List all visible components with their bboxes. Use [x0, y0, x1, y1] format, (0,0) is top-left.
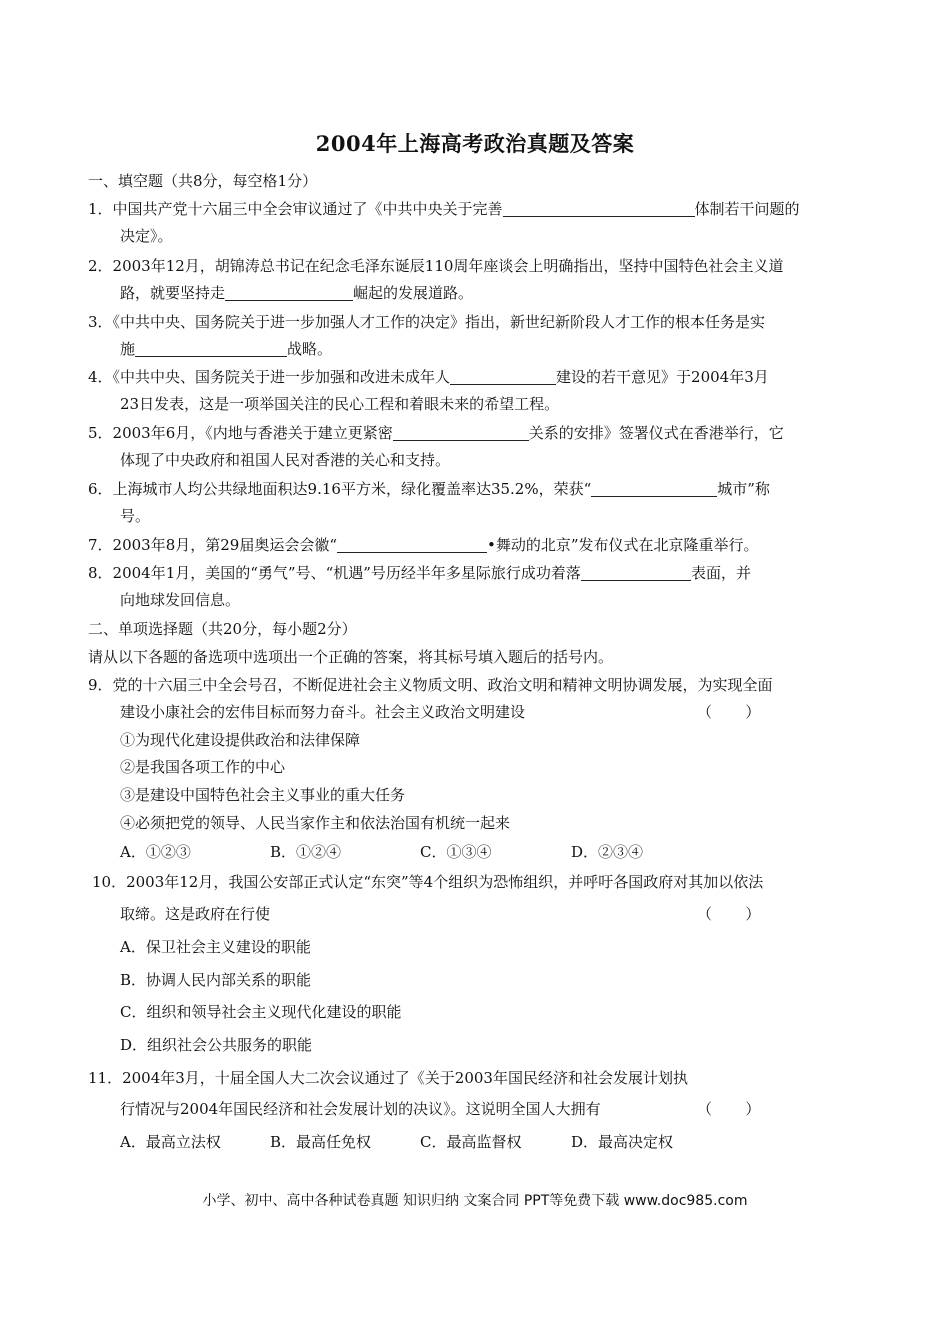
q5-blank: [393, 425, 529, 441]
page-footer: 小学、初中、高中各种试卷真题 知识归纳 文案合同 PPT等免费下载 www.doc985.com: [202, 1193, 748, 1209]
q11-line1: 11．2004年3月，十届全国人大二次会议通过了《关于2003年国民经济和社会发展计划执: [88, 1069, 688, 1087]
q6-blank: [591, 481, 717, 497]
q4-text-b: 建设的若干意见》于2004年3月: [556, 368, 769, 386]
q9-line2: 建设小康社会的宏伟目标而努力奋斗。社会主义政治文明建设: [120, 703, 526, 721]
q11-line2: 行情况与2004年国民经济和社会发展计划的决议》。这说明全国人大拥有: [120, 1100, 601, 1118]
q7-text-b: •舞动的北京”发布仪式在北京隆重举行。: [487, 536, 759, 554]
q5-line2: 体现了中央政府和祖国人民对香港的关心和支持。: [120, 451, 451, 469]
q1-line1: [88, 199, 800, 219]
page-title: 2004年上海高考政治真题及答案: [315, 131, 635, 156]
q9-option-b: B．①②④: [270, 843, 342, 861]
q2-text-b: 路，就要坚持走: [120, 284, 226, 302]
q3-line1: 3．《中共中央、国务院关于进一步加强人才工作的决定》指出，新世纪新阶段人才工作的根本任务是实: [88, 313, 766, 331]
q3-line2: [120, 339, 332, 359]
q9-item-3: ③是建设中国特色社会主义事业的重大任务: [120, 786, 406, 804]
q6-text-a: 6．上海城市人均公共绿地面积达9.16平方米，绿化覆盖率达35.2%，荣获“: [88, 480, 592, 498]
q3-text-b: 施: [120, 340, 136, 358]
q10-option-a: A．保卫社会主义建设的职能: [120, 938, 311, 956]
q1-text-a: 1．中国共产党十六届三中全会审议通过了《中共中央关于完善: [88, 200, 503, 218]
q4-text-a: 4．《中共中央、国务院关于进一步加强和改进未成年人: [88, 368, 451, 386]
q11-option-a: A．最高立法权: [120, 1133, 221, 1151]
q1-blank: [503, 201, 695, 217]
q9-line1: 9．党的十六届三中全会号召，不断促进社会主义物质文明、政治文明和精神文明协调发展，为实现全面: [88, 676, 773, 694]
q4-line2: 23日发表，这是一项举国关注的民心工程和着眼未来的希望工程。: [120, 395, 560, 413]
q1-line2: 决定》。: [120, 227, 173, 245]
q2-line2: [120, 283, 473, 303]
q6-line2: 号。: [120, 507, 151, 525]
q3-text-c: 战略。: [287, 340, 333, 358]
q8-line2: 向地球发回信息。: [120, 591, 241, 609]
q7-text-a: 7．2003年8月，第29届奥运会会徽“: [88, 536, 338, 554]
q9-option-c: C．①③④: [420, 843, 492, 861]
q8-line1: [88, 563, 751, 583]
q6-text-b: 城市”称: [717, 480, 770, 498]
q10-option-b: B．协调人民内部关系的职能: [120, 971, 312, 989]
section1-heading: 一、填空题（共8分，每空格1分）: [88, 172, 318, 190]
q10-option-d: D．组织社会公共服务的职能: [120, 1036, 313, 1054]
q11-option-b: B．最高任免权: [270, 1133, 372, 1151]
q11-option-c: C．最高监督权: [420, 1133, 522, 1151]
q1-text-b: 体制若干问题的: [694, 200, 800, 218]
q9-item-2: ②是我国各项工作的中心: [120, 758, 286, 776]
q10-answer-paren: （ ）: [697, 905, 761, 923]
q5-line1: [88, 423, 784, 443]
q2-blank: [225, 285, 353, 301]
q2-text-c: 崛起的发展道路。: [353, 284, 474, 302]
q9-option-a: A．①②③: [120, 843, 191, 861]
q9-answer-paren: （ ）: [697, 703, 761, 721]
q8-blank: [581, 565, 691, 581]
q11-answer-paren: （ ）: [697, 1100, 761, 1118]
q2-line1: 2．2003年12月，胡锦涛总书记在纪念毛泽东诞辰110周年座谈会上明确指出，坚持中国特色社会主义道: [88, 257, 784, 275]
q5-text-a: 5．2003年6月，《内地与香港关于建立更紧密: [88, 424, 393, 442]
q4-line1: [88, 367, 769, 387]
q7-line1: [88, 535, 759, 555]
q6-line1: [88, 479, 770, 499]
q5-text-b: 关系的安排》签署仪式在香港举行，它: [528, 424, 784, 442]
section2-instruction: 请从以下各题的备选项中选项出一个正确的答案，将其标号填入题后的括号内。: [88, 648, 614, 666]
q10-option-c: C．组织和领导社会主义现代化建设的职能: [120, 1003, 402, 1021]
q7-blank: [337, 537, 487, 553]
q11-option-d: D．最高决定权: [571, 1133, 674, 1151]
q3-blank: [135, 341, 287, 357]
q10-line1: 10．2003年12月，我国公安部正式认定“东突”等4个组织为恐怖组织，并呼吁各国政府对其加以依法: [92, 873, 764, 891]
q10-line2: 取缔。这是政府在行使: [120, 905, 271, 923]
q9-option-d: D．②③④: [571, 843, 644, 861]
section2-heading: 二、单项选择题（共20分，每小题2分）: [88, 620, 357, 638]
q8-text-b: 表面，并: [690, 564, 751, 582]
q9-item-4: ④必须把党的领导、人民当家作主和依法治国有机统一起来: [120, 814, 511, 832]
q8-text-a: 8．2004年1月，美国的“勇气”号、“机遇”号历经半年多星际旅行成功着落: [88, 564, 581, 582]
q9-item-1: ①为现代化建设提供政治和法律保障: [120, 731, 361, 749]
q4-blank: [450, 369, 556, 385]
